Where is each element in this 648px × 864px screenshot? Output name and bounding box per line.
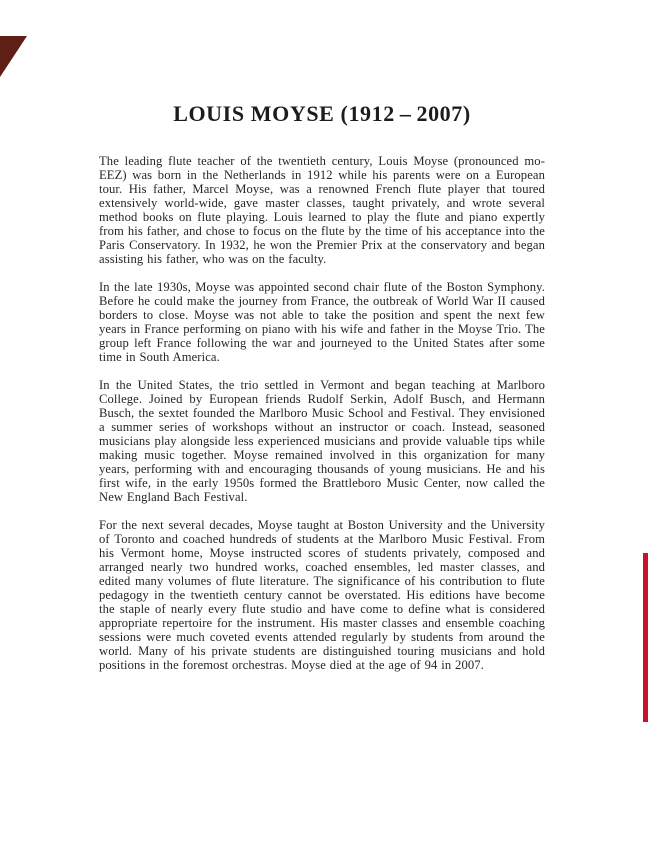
article: [99, 101, 545, 672]
paragraph-biography-early-life: The leading flute teacher of the twentieth century, Louis Moyse (pronounced mo-EEZ) was born in the Netherlands in 1912 while his parents were on a European tour. His father, Marcel Moyse, was a renowned French flute player that toured extensively world-wide, gave master classes, taught privately, and wrote several method books on flute playing. Louis learned to play the flute and piano expertly from his father, and chose to focus on the flute by the time of his acceptance into the Paris Conservatory. In 1932, he won the Premier Prix at the conservatory and began assisting his father, who was on the faculty.: [99, 154, 545, 266]
paragraph-biography-legacy: For the next several decades, Moyse taught at Boston University and the University of Toronto and coached hundreds of students at the Marlboro Music Festival. From his Vermont home, Moyse instructed scores of students privately, composed and arranged nearly two hundred works, coached ensembles, led master classes, and edited many volumes of flute literature. The significance of his contribution to flute pedagogy in the twentieth century cannot be overstated. His editions have become the staple of nearly every flute studio and have come to define what is considered appropriate repertoire for the instrument. His master classes and ensemble coaching sessions were much coveted events attended regularly by students from around the world. Many of his private students are distinguished touring musicians and hold positions in the foremost orchestras. Moyse died at the age of 94 in 2007.: [99, 518, 545, 672]
corner-triangle-decoration: [0, 36, 27, 77]
article-body: [99, 154, 545, 672]
right-edge-bar-decoration: [643, 553, 648, 722]
page-title: LOUIS MOYSE (1912 – 2007): [173, 101, 471, 126]
paragraph-biography-united-states: In the United States, the trio settled in Vermont and began teaching at Marlboro College. Joined by European friends Rudolf Serkin, Adolf Busch, and Hermann Busch, the sextet founded the Marlboro Music School and Festival. They envisioned a summer series of workshops without an instructor or coach. Instead, seasoned musicians play alongside less experienced musicians and provide valuable tips while making music together. Moyse remained involved in this organization for many years, performing with and encouraging thousands of young musicians. He and his first wife, in the early 1950s formed the Brattleboro Music Center, now called the New England Bach Festival.: [99, 378, 545, 504]
paragraph-biography-wwii: In the late 1930s, Moyse was appointed second chair flute of the Boston Symphony. Before he could make the journey from France, the outbreak of World War II caused borders to close. Moyse was not able to take the position and spent the next few years in France performing on piano with his wife and father in the Moyse Trio. The group left France following the war and journeyed to the United States after some time in South America.: [99, 280, 545, 364]
